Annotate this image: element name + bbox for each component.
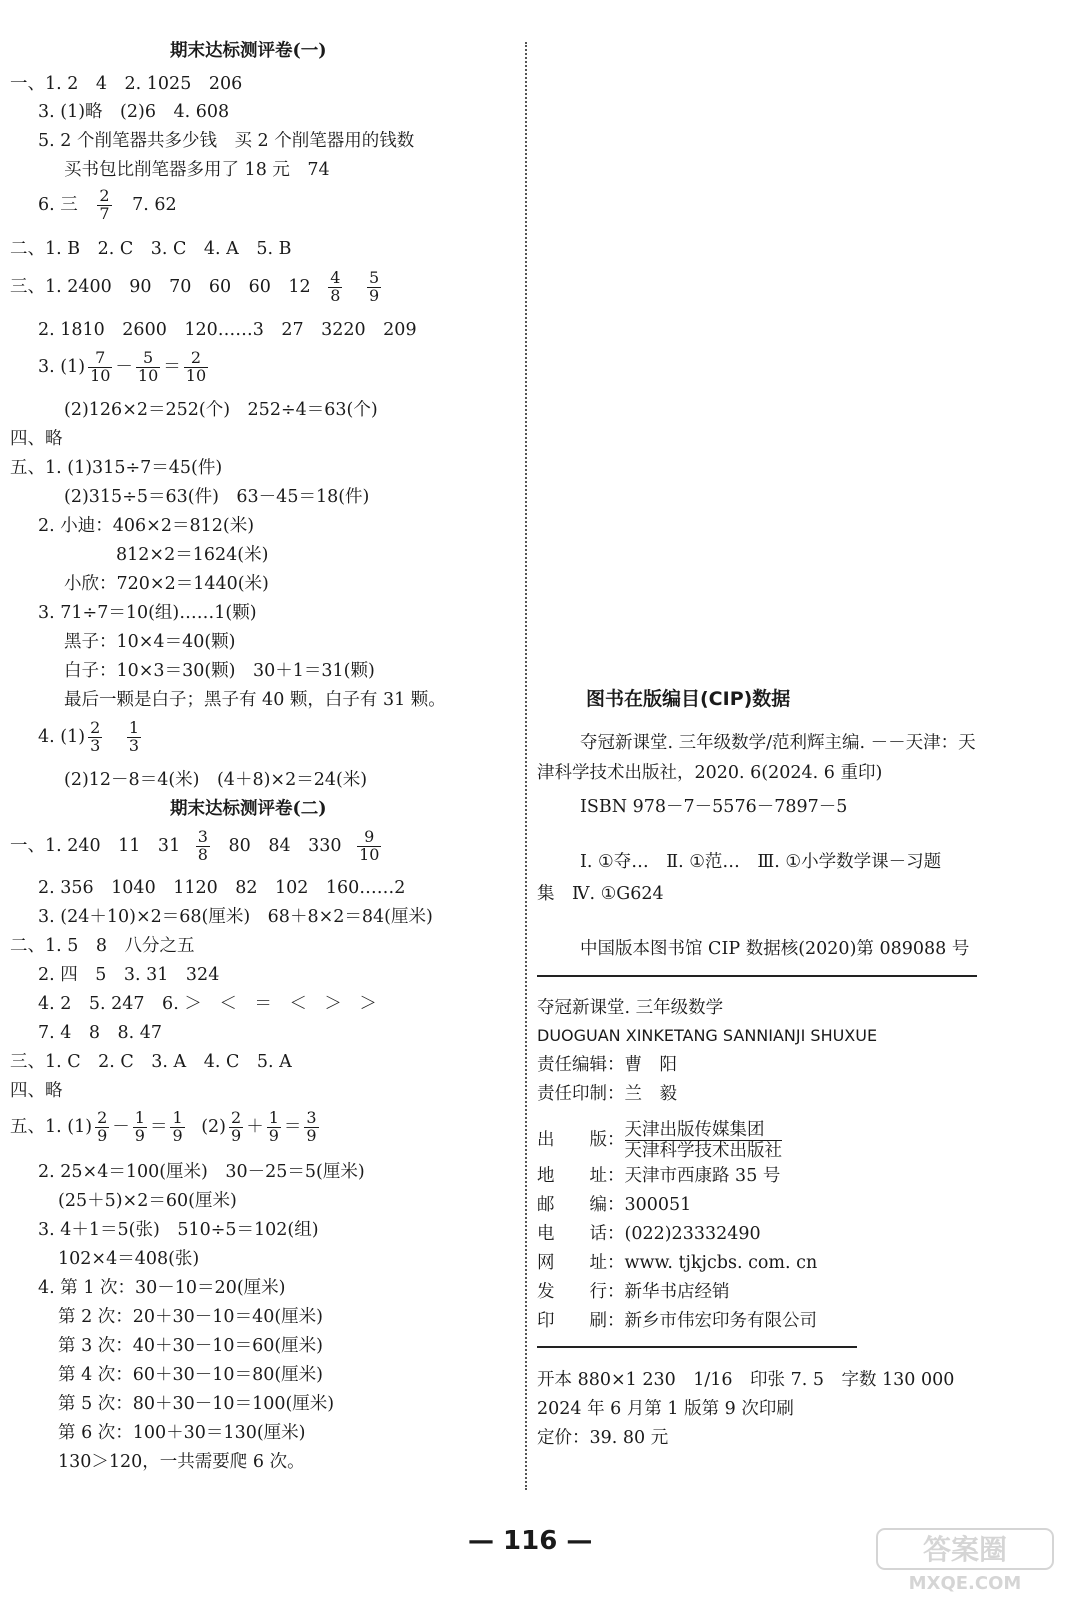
fraction [88,350,112,385]
answer-line: 812×2＝1624(米) [116,545,269,565]
answer-line-with-fraction [10,270,384,305]
publisher-line [537,1120,782,1161]
answer-line: 3. 4＋1＝5(张) 510÷5＝102(组) [38,1220,319,1240]
cip-line: 夺冠新课堂. 三年级数学/范利辉主编. －－天津：天 [580,733,976,753]
answer-line: 130＞120，一共需要爬 6 次。 [58,1452,305,1472]
denominator: 9 [172,1125,183,1145]
printing-line: 印 刷：新乡市伟宏印务有限公司 [537,1311,817,1331]
watermark-logo [875,1525,1055,1595]
numerator: 1 [268,1108,279,1127]
editor-line: 责任编辑：曹 阳 [537,1055,677,1075]
answer-line: 3. (1)略 (2)6 4. 608 [38,102,230,122]
numerator: 1 [128,718,140,737]
answer-line: 2. 356 1040 1120 82 102 160……2 [38,878,406,898]
section-heading-exam-1: 期末达标测评卷(一) [170,41,327,61]
answer-line: 第 3 次：40＋30－10＝60(厘米) [58,1336,323,1356]
publisher-label: 出 版： [537,1130,625,1151]
watermark-text: 答案圈 [922,1533,1008,1566]
denominator: 10 [90,365,111,385]
cip-isbn: ISBN 978－7－5576－7897－5 [580,797,848,817]
cip-title: 图书在版编目(CIP)数据 [586,688,791,710]
price-line: 定价：39. 80 元 [537,1428,669,1448]
answer-line: 第 2 次：20＋30－10＝40(厘米) [58,1307,323,1327]
fraction [328,270,342,305]
denominator: 9 [368,285,380,305]
distribution-line: 发 行：新华书店经销 [537,1282,730,1302]
numerator: 2 [99,186,110,205]
divider-rule [537,975,977,977]
answer-line-with-fraction [10,1110,322,1145]
cip-record-number: 中国版本图书馆 CIP 数据核(2020)第 089088 号 [580,939,970,959]
numerator: 1 [172,1108,183,1127]
text-part: 五、1. (1) [10,1116,93,1137]
operator: ＝ [163,356,181,377]
answer-line: 5. 2 个削笔器共多少钱 买 2 个削笔器用的钱数 [38,131,415,151]
answer-line: 四、略 [10,429,63,449]
page-number: — 116 — [468,1526,593,1556]
answer-line: 三、1. C 2. C 3. A 4. C 5. A [10,1052,292,1072]
fraction [170,1110,184,1145]
fraction [267,1110,281,1145]
answer-line: 最后一颗是白子；黑子有 40 颗，白子有 31 颗。 [64,690,446,710]
answer-line: 第 5 次：80＋30－10＝100(厘米) [58,1394,335,1414]
numerator: 1 [134,1108,145,1127]
answer-line: 4. 第 1 次：30－10＝20(厘米) [38,1278,286,1298]
fraction [184,350,208,385]
zip-line: 邮 编：300051 [537,1195,692,1215]
answer-line: 小欣：720×2＝1440(米) [64,574,269,594]
numerator: 3 [306,1108,317,1127]
text-part: 4. (1) [38,726,86,747]
answer-line: 102×4＝408(张) [58,1249,200,1269]
answer-line: 第 4 次：60＋30－10＝80(厘米) [58,1365,323,1385]
answer-line: (2)315÷5＝63(件) 63－45＝18(件) [64,487,370,507]
numerator: 2 [97,1108,108,1127]
cip-line: 津科学技术出版社，2020. 6(2024. 6 重印) [537,763,883,783]
fraction [136,350,160,385]
denominator: 10 [359,844,380,864]
edition-line: 2024 年 6 月第 1 版第 9 次印刷 [537,1399,794,1419]
operator: － [115,356,133,377]
operator: ＋ [246,1116,264,1137]
fraction [97,188,111,223]
operator: － [112,1116,130,1137]
denominator: 10 [185,365,207,385]
text-part: 一、1. 240 11 31 [10,835,181,856]
publisher-stack [625,1120,783,1161]
answer-line-with-fraction [10,829,384,864]
denominator: 8 [197,844,208,864]
answer-line: 3. (24＋10)×2＝68(厘米) 68＋8×2＝84(厘米) [38,907,433,927]
answer-line: 3. 71÷7＝10(组)……1(颗) [38,603,257,623]
denominator: 8 [330,285,341,305]
answer-line: (25＋5)×2＝60(厘米) [58,1191,237,1211]
operator: ＝ [149,1116,168,1137]
denominator: 7 [99,203,110,223]
answer-line-with-fraction [38,188,177,223]
answer-line: 7. 4 8 8. 47 [38,1023,163,1043]
answer-line: 4. 2 5. 247 6. ＞ ＜ ＝ ＜ ＞ ＞ [38,994,377,1014]
numerator: 4 [330,268,341,287]
numerator: 7 [95,348,106,367]
answer-line: (2)126×2＝252(个) 252÷4＝63(个) [64,400,378,420]
answer-line-with-fraction [38,350,211,385]
fraction [304,1110,318,1145]
website-line: 网 址：www. tjkjcbs. com. cn [537,1253,818,1273]
phone-line: 电 话：(022)23332490 [537,1224,761,1244]
publisher-house: 天津科学技术出版社 [624,1141,782,1162]
numerator: 5 [368,268,380,287]
text-part: (2) [201,1116,226,1137]
numerator: 2 [190,348,202,367]
answer-line: 第 6 次：100＋30＝130(厘米) [58,1423,306,1443]
fraction [357,829,381,864]
fraction [367,270,381,305]
answer-line: 2. 四 5 3. 31 324 [38,965,220,985]
denominator: 9 [134,1125,145,1145]
denominator: 3 [128,735,140,755]
numerator: 5 [143,348,154,367]
publisher-group: 天津出版传媒集团 [625,1120,783,1141]
section-heading-exam-2: 期末达标测评卷(二) [170,799,327,819]
denominator: 9 [306,1125,317,1145]
fraction [95,1110,109,1145]
denominator: 9 [97,1125,108,1145]
answer-line: (2)12－8＝4(米) (4＋8)×2＝24(米) [64,770,368,790]
text-part: 7. 62 [132,194,177,215]
format-spec-line: 开本 880×1 230 1/16 印张 7. 5 字数 130 000 [537,1370,955,1390]
numerator: 3 [197,827,208,846]
denominator: 10 [137,365,159,385]
divider-rule [537,1346,857,1348]
book-title: 夺冠新课堂. 三年级数学 [537,998,724,1018]
fraction [133,1110,147,1145]
address-line: 地 址：天津市西康路 35 号 [537,1166,781,1186]
numerator: 9 [364,827,375,846]
numerator: 2 [231,1108,242,1127]
denominator: 9 [268,1125,279,1145]
numerator: 2 [90,718,101,737]
answer-line: 二、1. B 2. C 3. C 4. A 5. B [10,239,292,259]
column-divider [525,42,527,1490]
answer-line-with-fraction [38,720,144,755]
answer-line: 四、略 [10,1081,63,1101]
answer-line: 黑子：10×4＝40(颗) [64,632,236,652]
text-part: 三、1. 2400 90 70 60 60 12 [10,276,311,297]
print-supervisor-line: 责任印制：兰 毅 [537,1084,677,1104]
fraction [88,720,102,755]
watermark-url: MXQE.COM [908,1573,1022,1594]
book-title-pinyin: DUOGUAN XINKETANG SANNIANJI SHUXUE [537,1026,878,1045]
answer-line: 一、1. 2 4 2. 1025 206 [10,74,243,94]
answer-line: 2. 小迪：406×2＝812(米) [38,516,255,536]
answer-line: 2. 1810 2600 120……3 27 3220 209 [38,320,417,340]
text-part: 6. 三 [38,194,78,215]
cip-line: 集 Ⅳ. ①G624 [537,884,664,904]
text-part: 3. (1) [38,356,86,377]
answer-line: 白子：10×3＝30(颗) 30＋1＝31(颗) [64,661,375,681]
text-part: 80 84 330 [228,835,342,856]
answer-line: 2. 25×4＝100(厘米) 30－25＝5(厘米) [38,1162,365,1182]
cip-line: Ⅰ. ①夺… Ⅱ. ①范… Ⅲ. ①小学数学课－习题 [580,852,942,872]
fraction [127,720,141,755]
denominator: 3 [90,735,101,755]
denominator: 9 [231,1125,242,1145]
fraction [229,1110,243,1145]
fraction [196,829,210,864]
answer-line: 买书包比削笔器多用了 18 元 74 [64,160,330,180]
answer-line: 二、1. 5 8 八分之五 [10,936,195,956]
operator: ＝ [283,1116,302,1137]
answer-line: 五、1. (1)315÷7＝45(件) [10,458,223,478]
